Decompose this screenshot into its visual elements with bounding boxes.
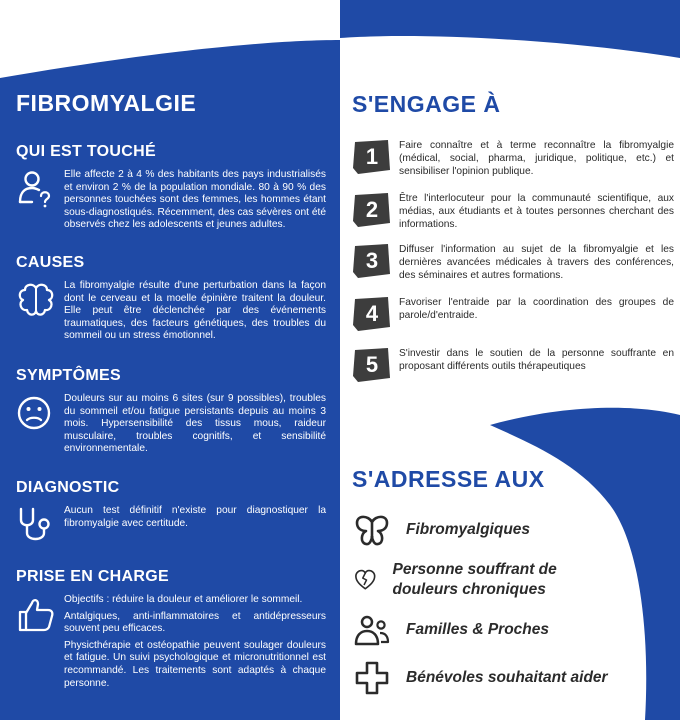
audience-title: S'ADRESSE AUX: [352, 466, 545, 492]
broken-heart-icon: [354, 562, 377, 598]
section-text: La fibromyalgie résulte d'une perturbation dans la façon dont le cerveau et la moelle épinière traitent la douleur. Elle peut être déclenchée par des événements traumatiques, des facteurs génétiques, des troubles du sommeil ou un stress émotionnel.: [64, 280, 326, 342]
section-diagnostic: [16, 479, 326, 545]
step-number-badge: [352, 348, 392, 382]
engage-step-3: [352, 244, 674, 282]
step-number: 3: [365, 248, 379, 273]
step-number-badge: [352, 140, 392, 174]
step-text: Diffuser l'information au sujet de la fibromyalgie et les dernières avancées médicales à travers des conférences, des séminaires et autres formations.: [399, 244, 674, 281]
brain-icon: [16, 280, 56, 320]
engage-step-4: [352, 297, 674, 331]
section-text: Elle affecte 2 à 4 % des habitants des pays industrialisés et environ 2 % de la population mondiale. 80 à 90 % des personnes touchées sont des femmes, les hommes étant sous-diagnostiqués. Récemment, des cas sévères ont été observés chez les adolescents et jeunes adultes.: [64, 169, 326, 231]
section-causes: [16, 254, 326, 347]
step-number: 1: [365, 144, 379, 169]
step-text: Favoriser l'entraide par la coordination des groupes de parole/d'entraide.: [399, 297, 674, 321]
section-text: Douleurs sur au moins 6 sites (sur 9 possibles), troubles du sommeil et/ou fatigue persistants depuis au moins 3 mois. Hypersensibilité des tissus mous, raideur musculaire, troubles cognitifs, et sensibilité environnementale.: [64, 393, 326, 455]
engage-step-2: [352, 193, 674, 231]
audience-label: Fibromyalgiques: [406, 521, 531, 538]
step-number: 4: [365, 301, 379, 326]
plus-cross-icon: [354, 660, 390, 696]
section-text: Physicthérapie et ostéopathie peuvent soulager douleurs et fatigue. Un suivi psychologique et micronutritionnel est recommandé. Les traitements sont adaptés à chaque personne.: [64, 639, 326, 689]
audience-item-douleurs-chroniques: [354, 560, 594, 600]
audience-label: Familles & Proches: [406, 621, 550, 638]
step-text: Faire connaître et à terme reconnaître la fibromyalgie (médical, social, pharma, juridique, politique, etc.) et sensibiliser l'opinion publique.: [399, 140, 674, 177]
butterfly-icon: [354, 512, 390, 548]
step-number-badge: [352, 297, 392, 331]
step-text: Être l'interlocuteur pour la communauté scientifique, aux médias, aux étudiants et à toutes personnes cherchant des informations.: [399, 193, 674, 230]
stethoscope-icon: [16, 505, 56, 545]
section-prise-en-charge: [16, 568, 326, 694]
section-qui-est-touche: [16, 143, 326, 236]
section-heading: DIAGNOSTIC: [16, 479, 120, 496]
section-symptomes: [16, 367, 326, 460]
main-title: FIBROMYALGIE: [16, 90, 197, 116]
audience-item-fibromyalgiques: [354, 512, 530, 548]
engage-title: S'ENGAGE À: [352, 91, 501, 117]
family-icon: [354, 612, 390, 648]
audience-item-benevoles: [354, 660, 608, 696]
step-number-badge: [352, 244, 392, 278]
top-wave-decoration: [0, 0, 340, 90]
step-number-badge: [352, 193, 392, 227]
engage-step-5: [352, 348, 674, 382]
person-question-icon: [16, 169, 56, 209]
step-text: S'investir dans le soutien de la personne souffrante en proposant différents outils thérapeutiques: [399, 348, 674, 372]
section-text: Aucun test définitif n'existe pour diagnostiquer la fibromyalgie avec certitude.: [64, 505, 326, 529]
right-panel: [340, 0, 680, 720]
section-text: Objectifs : réduire la douleur et améliorer le sommeil.: [64, 594, 303, 605]
sad-face-icon: [16, 393, 56, 433]
audience-label: Bénévoles souhaitant aider: [406, 669, 608, 686]
step-number: 5: [365, 352, 379, 377]
section-heading: SYMPTÔMES: [16, 367, 121, 384]
audience-item-familles: [354, 612, 549, 648]
section-heading: PRISE EN CHARGE: [16, 568, 169, 585]
section-heading: CAUSES: [16, 254, 85, 271]
section-text: Antalgiques, anti-inflammatoires et antidépresseurs souvent peu efficaces.: [64, 610, 326, 635]
thumbs-up-icon: [16, 594, 56, 634]
section-heading: QUI EST TOUCHÉ: [16, 143, 156, 160]
audience-label: Personne souffrant de douleurs chroniques: [392, 561, 557, 598]
top-band-decoration: [340, 0, 680, 60]
step-number: 2: [365, 197, 379, 222]
engage-step-1: [352, 140, 674, 178]
